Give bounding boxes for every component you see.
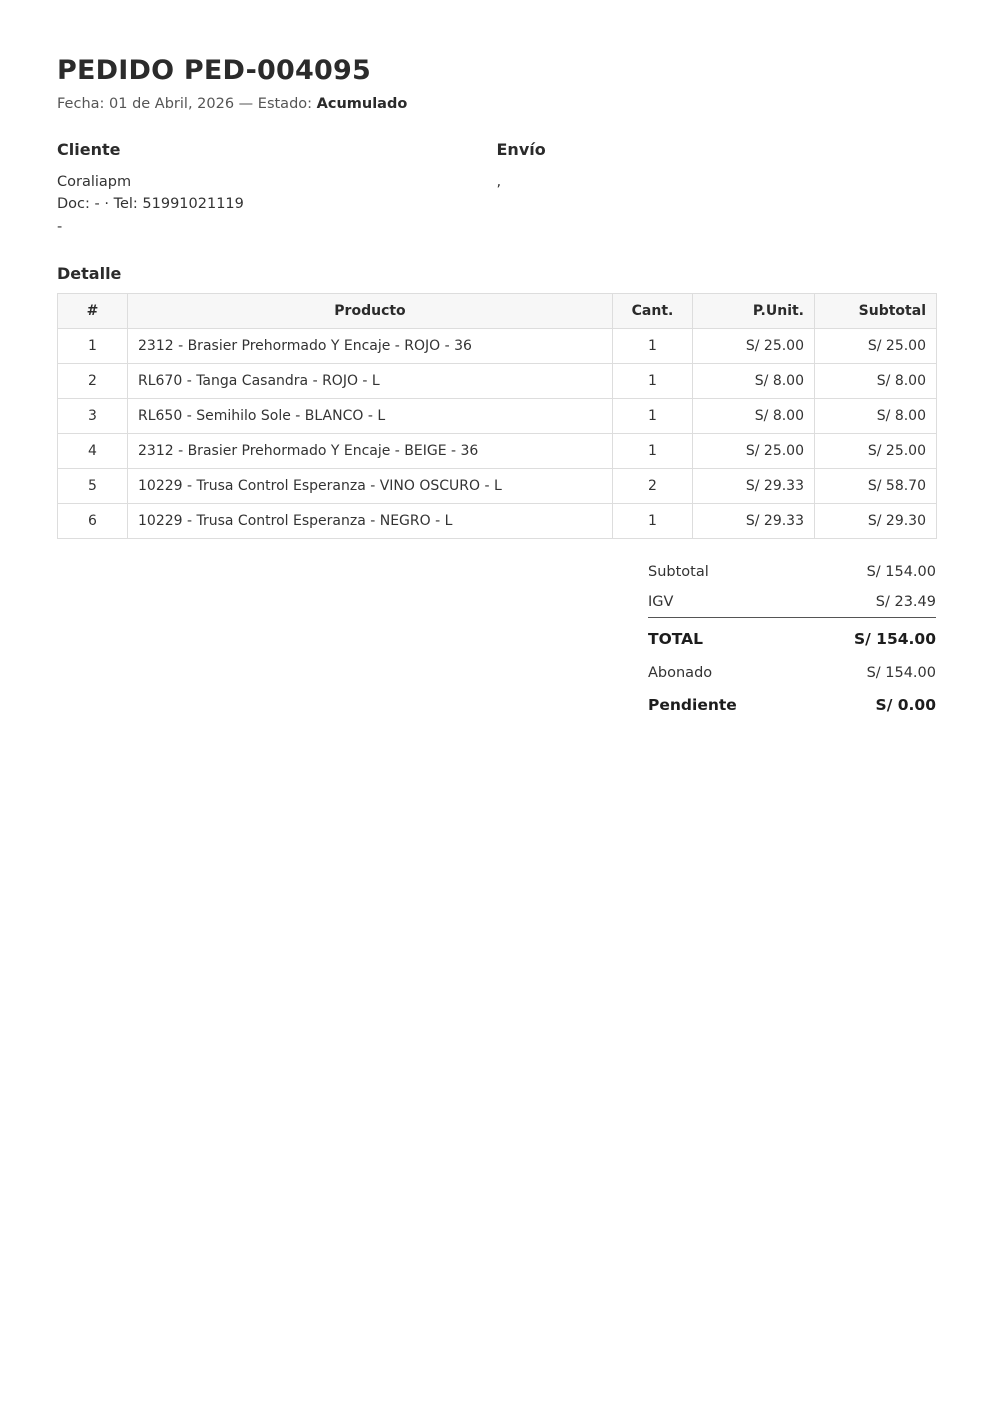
cell-index: 2: [58, 364, 128, 399]
column-header-unit-price: P.Unit.: [693, 294, 815, 329]
table-row: [58, 364, 937, 399]
detail-table: [57, 293, 937, 539]
cell-subtotal: S/ 25.00: [815, 329, 937, 364]
cell-product: 10229 - Trusa Control Esperanza - VINO OSCURO - L: [128, 469, 613, 504]
status-badge: Acumulado: [316, 96, 408, 112]
cell-quantity: 1: [613, 399, 693, 434]
cell-subtotal: S/ 29.30: [815, 504, 937, 539]
totals-row-subtotal: [648, 557, 936, 587]
cell-index: 3: [58, 399, 128, 434]
paid-label: Abonado: [648, 665, 713, 682]
cell-index: 5: [58, 469, 128, 504]
table-row: [58, 399, 937, 434]
customer-address: -: [57, 218, 63, 235]
cell-unit-price: S/ 29.33: [693, 504, 815, 539]
subtotal-value: S/ 154.00: [866, 564, 936, 581]
cell-quantity: 2: [613, 469, 693, 504]
cell-subtotal: S/ 25.00: [815, 434, 937, 469]
table-row: [58, 469, 937, 504]
detail-heading: Detalle: [57, 264, 122, 284]
pending-value: S/ 0.00: [875, 696, 936, 715]
totals-section: [57, 557, 936, 721]
cell-index: 6: [58, 504, 128, 539]
table-header-row: [58, 294, 937, 329]
cell-index: 1: [58, 329, 128, 364]
totals-row-paid: [648, 658, 936, 688]
column-header-quantity: Cant.: [613, 294, 693, 329]
cell-product: RL670 - Tanga Casandra - ROJO - L: [128, 364, 613, 399]
pending-label: Pendiente: [648, 696, 737, 715]
shipping-heading: Envío: [496, 140, 546, 159]
total-value: S/ 154.00: [853, 630, 936, 649]
cell-unit-price: S/ 25.00: [693, 329, 815, 364]
shipping-block: [497, 140, 937, 238]
customer-name: Coraliapm: [57, 174, 132, 190]
totals-table: [648, 557, 936, 721]
column-header-product: Producto: [128, 294, 613, 329]
column-header-index: #: [58, 294, 128, 329]
totals-row-pending: [648, 688, 936, 721]
cell-product: 2312 - Brasier Prehormado Y Encaje - ROJO - 36: [128, 329, 613, 364]
totals-row-total: [648, 618, 936, 659]
cell-quantity: 1: [613, 434, 693, 469]
cell-subtotal: S/ 8.00: [815, 399, 937, 434]
cell-quantity: 1: [613, 504, 693, 539]
page-title: PEDIDO PED-004095: [57, 55, 371, 86]
cell-quantity: 1: [613, 364, 693, 399]
document-date-label: Fecha: 01 de Abril, 2026 — Estado:: [57, 96, 317, 112]
cell-unit-price: S/ 8.00: [693, 364, 815, 399]
shipping-address: ,: [496, 174, 502, 190]
column-header-subtotal: Subtotal: [815, 294, 937, 329]
paid-value: S/ 154.00: [866, 665, 936, 682]
cell-subtotal: S/ 8.00: [815, 364, 937, 399]
cell-unit-price: S/ 8.00: [693, 399, 815, 434]
customer-doc-phone: Doc: - · Tel: 51991021119: [57, 196, 244, 213]
cell-product: 10229 - Trusa Control Esperanza - NEGRO - L: [128, 504, 613, 539]
subtotal-label: Subtotal: [648, 564, 709, 581]
total-label: TOTAL: [648, 630, 703, 649]
cell-subtotal: S/ 58.70: [815, 469, 937, 504]
cell-unit-price: S/ 25.00: [693, 434, 815, 469]
igv-value: S/ 23.49: [798, 587, 936, 618]
customer-block: [57, 140, 497, 238]
cell-unit-price: S/ 29.33: [693, 469, 815, 504]
cell-index: 4: [58, 434, 128, 469]
cell-quantity: 1: [613, 329, 693, 364]
customer-heading: Cliente: [57, 140, 121, 159]
totals-row-igv: [648, 587, 936, 618]
table-row: [58, 329, 937, 364]
document-meta: [57, 96, 936, 112]
table-row: [58, 504, 937, 539]
parties-section: [57, 140, 936, 238]
cell-product: RL650 - Semihilo Sole - BLANCO - L: [128, 399, 613, 434]
table-row: [58, 434, 937, 469]
igv-label: IGV: [648, 587, 798, 618]
cell-product: 2312 - Brasier Prehormado Y Encaje - BEIGE - 36: [128, 434, 613, 469]
